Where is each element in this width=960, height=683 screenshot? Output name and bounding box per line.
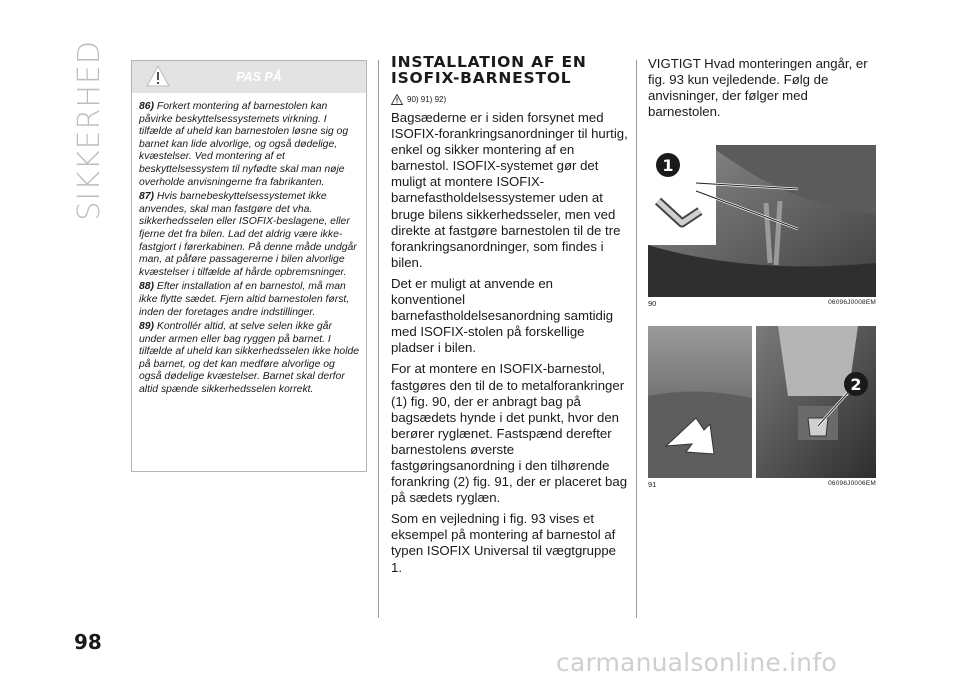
figure-number: 91 [648, 480, 657, 489]
section-title [391, 54, 629, 86]
isofix-section [391, 54, 629, 581]
warning-item-text: Hvis barnebeskyttelsessystemet ikke anvendes, skal man fastgøre det vha. sikkerhedsselen eller ISOFIX-beslagene, eller fjerne det fra bilen. Lad det aldrig være ikke-fastgjort i førerkabinen. På denne måde undgår man, at påføre passagererne i bilen alvorlige kvæstelser i tilfælde af hårde opbremsninger. [139, 191, 357, 278]
body-paragraph: Det er muligt at anvende en konventionel barnefastholdelsesanordning samtidig med ISOFIX-stolen på forskellige pladser i bilen. [391, 275, 614, 356]
watermark: carmanualsonline.info [556, 648, 837, 677]
isofix-anchor-illustration [648, 145, 876, 297]
warning-item-number: 88) [139, 281, 155, 293]
warning-item-number: 87) [139, 191, 155, 203]
top-tether-illustration [648, 326, 876, 478]
figure-90 [648, 145, 876, 308]
figure-code: 06096J0008EM [828, 299, 876, 306]
warning-title: PAS PÅ [236, 70, 282, 84]
warning-box [131, 60, 367, 472]
callout-label: 1 [662, 156, 674, 175]
warning-item-number: 86) [139, 101, 155, 112]
figure-number: 90 [648, 299, 657, 308]
figure-image [648, 326, 876, 478]
body-paragraph: Som en vejledning i fig. 93 vises et eksempel på montering af barnestol af typen ISOFIX Universal til vægtgruppe 1. [391, 511, 617, 575]
callout-label: 2 [850, 375, 862, 394]
page-number: 98 [74, 630, 102, 654]
body-paragraph: Bagsæderne er i siden forsynet med ISOFIX-forankringsanordninger til hurtig, enkel og sikker montering af en barnestol. ISOFIX-systemet gør det muligt at montere ISOFIX-barnefastholdelsessystemer uden at bruge bilens sikkerhedsseler, men ved direkte at fastgøre barnestolen til de tre forankringsanordninger, som findes i bilen. [391, 110, 628, 270]
figure-caption [648, 299, 876, 308]
warning-item [139, 191, 360, 279]
column-divider [636, 60, 637, 618]
warning-item [139, 321, 360, 397]
warning-item [139, 101, 360, 189]
warning-item-text: Efter installation af en barnestol, må man ikke flytte sædet. Fjern altid barnestolen først, inden der foretages andre indstillinger. [139, 281, 350, 318]
figure-caption [648, 480, 876, 489]
section-title-line: ISOFIX-BARNESTOL [391, 69, 572, 87]
column-divider [378, 60, 379, 618]
warning-refs [391, 92, 629, 106]
chapter-tab: SIKKERHED [72, 40, 107, 221]
warning-item-number: 89) [139, 321, 155, 333]
warning-item-text: Forkert montering af barnestolen kan påvirke beskyttelsessystemets virkning. I tilfælde af uheld kan barnestolen løsne sig og barnet kan lide alvorlige, og også dødelige, kvæstelser. Ved montering af et beskyttelsessystem til nyfødte skal man nøje overholde anvisningerne fra fabrikanten. [139, 101, 349, 188]
note-section [648, 56, 878, 125]
warning-body [132, 93, 366, 397]
figure-image [648, 145, 876, 297]
warning-item-text: Kontrollér altid, at selve selen ikke går under armen eller bag ryggen på barnet. I tilfælde af uheld kan sikkerhedsselen ikke holde på barnet, og det kan medføre alvorlige og også dødelige kvæstelser. Barnet skal derfor altid spænde sikkerhedsselen korrekt. [139, 321, 360, 396]
important-note: VIGTIGT Hvad monteringen angår, er fig. 93 kun vejledende. Følg de anvisninger, der følger med barnestolen. [648, 56, 868, 120]
body-paragraph: For at montere en ISOFIX-barnestol, fastgøres den til de to metalforankringer (1) fig. 90, der er anbragt bag på bagsædets hynde i det punkt, hvor den berører ryglænet. Fastspænd derefter barnestolens øverste fastgøringsanordning i den tilhørende forankring (2) fig. 91, der er placeret bag på sædets ryglæn. [391, 361, 628, 506]
warning-refs-text: 90) 91) 92) [407, 94, 447, 104]
warning-triangle-icon [391, 94, 403, 105]
section-title-line: INSTALLATION AF EN [391, 53, 587, 71]
figure-code: 06096J0006EM [828, 480, 876, 487]
figure-91 [648, 326, 876, 489]
warning-header [132, 61, 366, 93]
warning-item [139, 281, 360, 319]
